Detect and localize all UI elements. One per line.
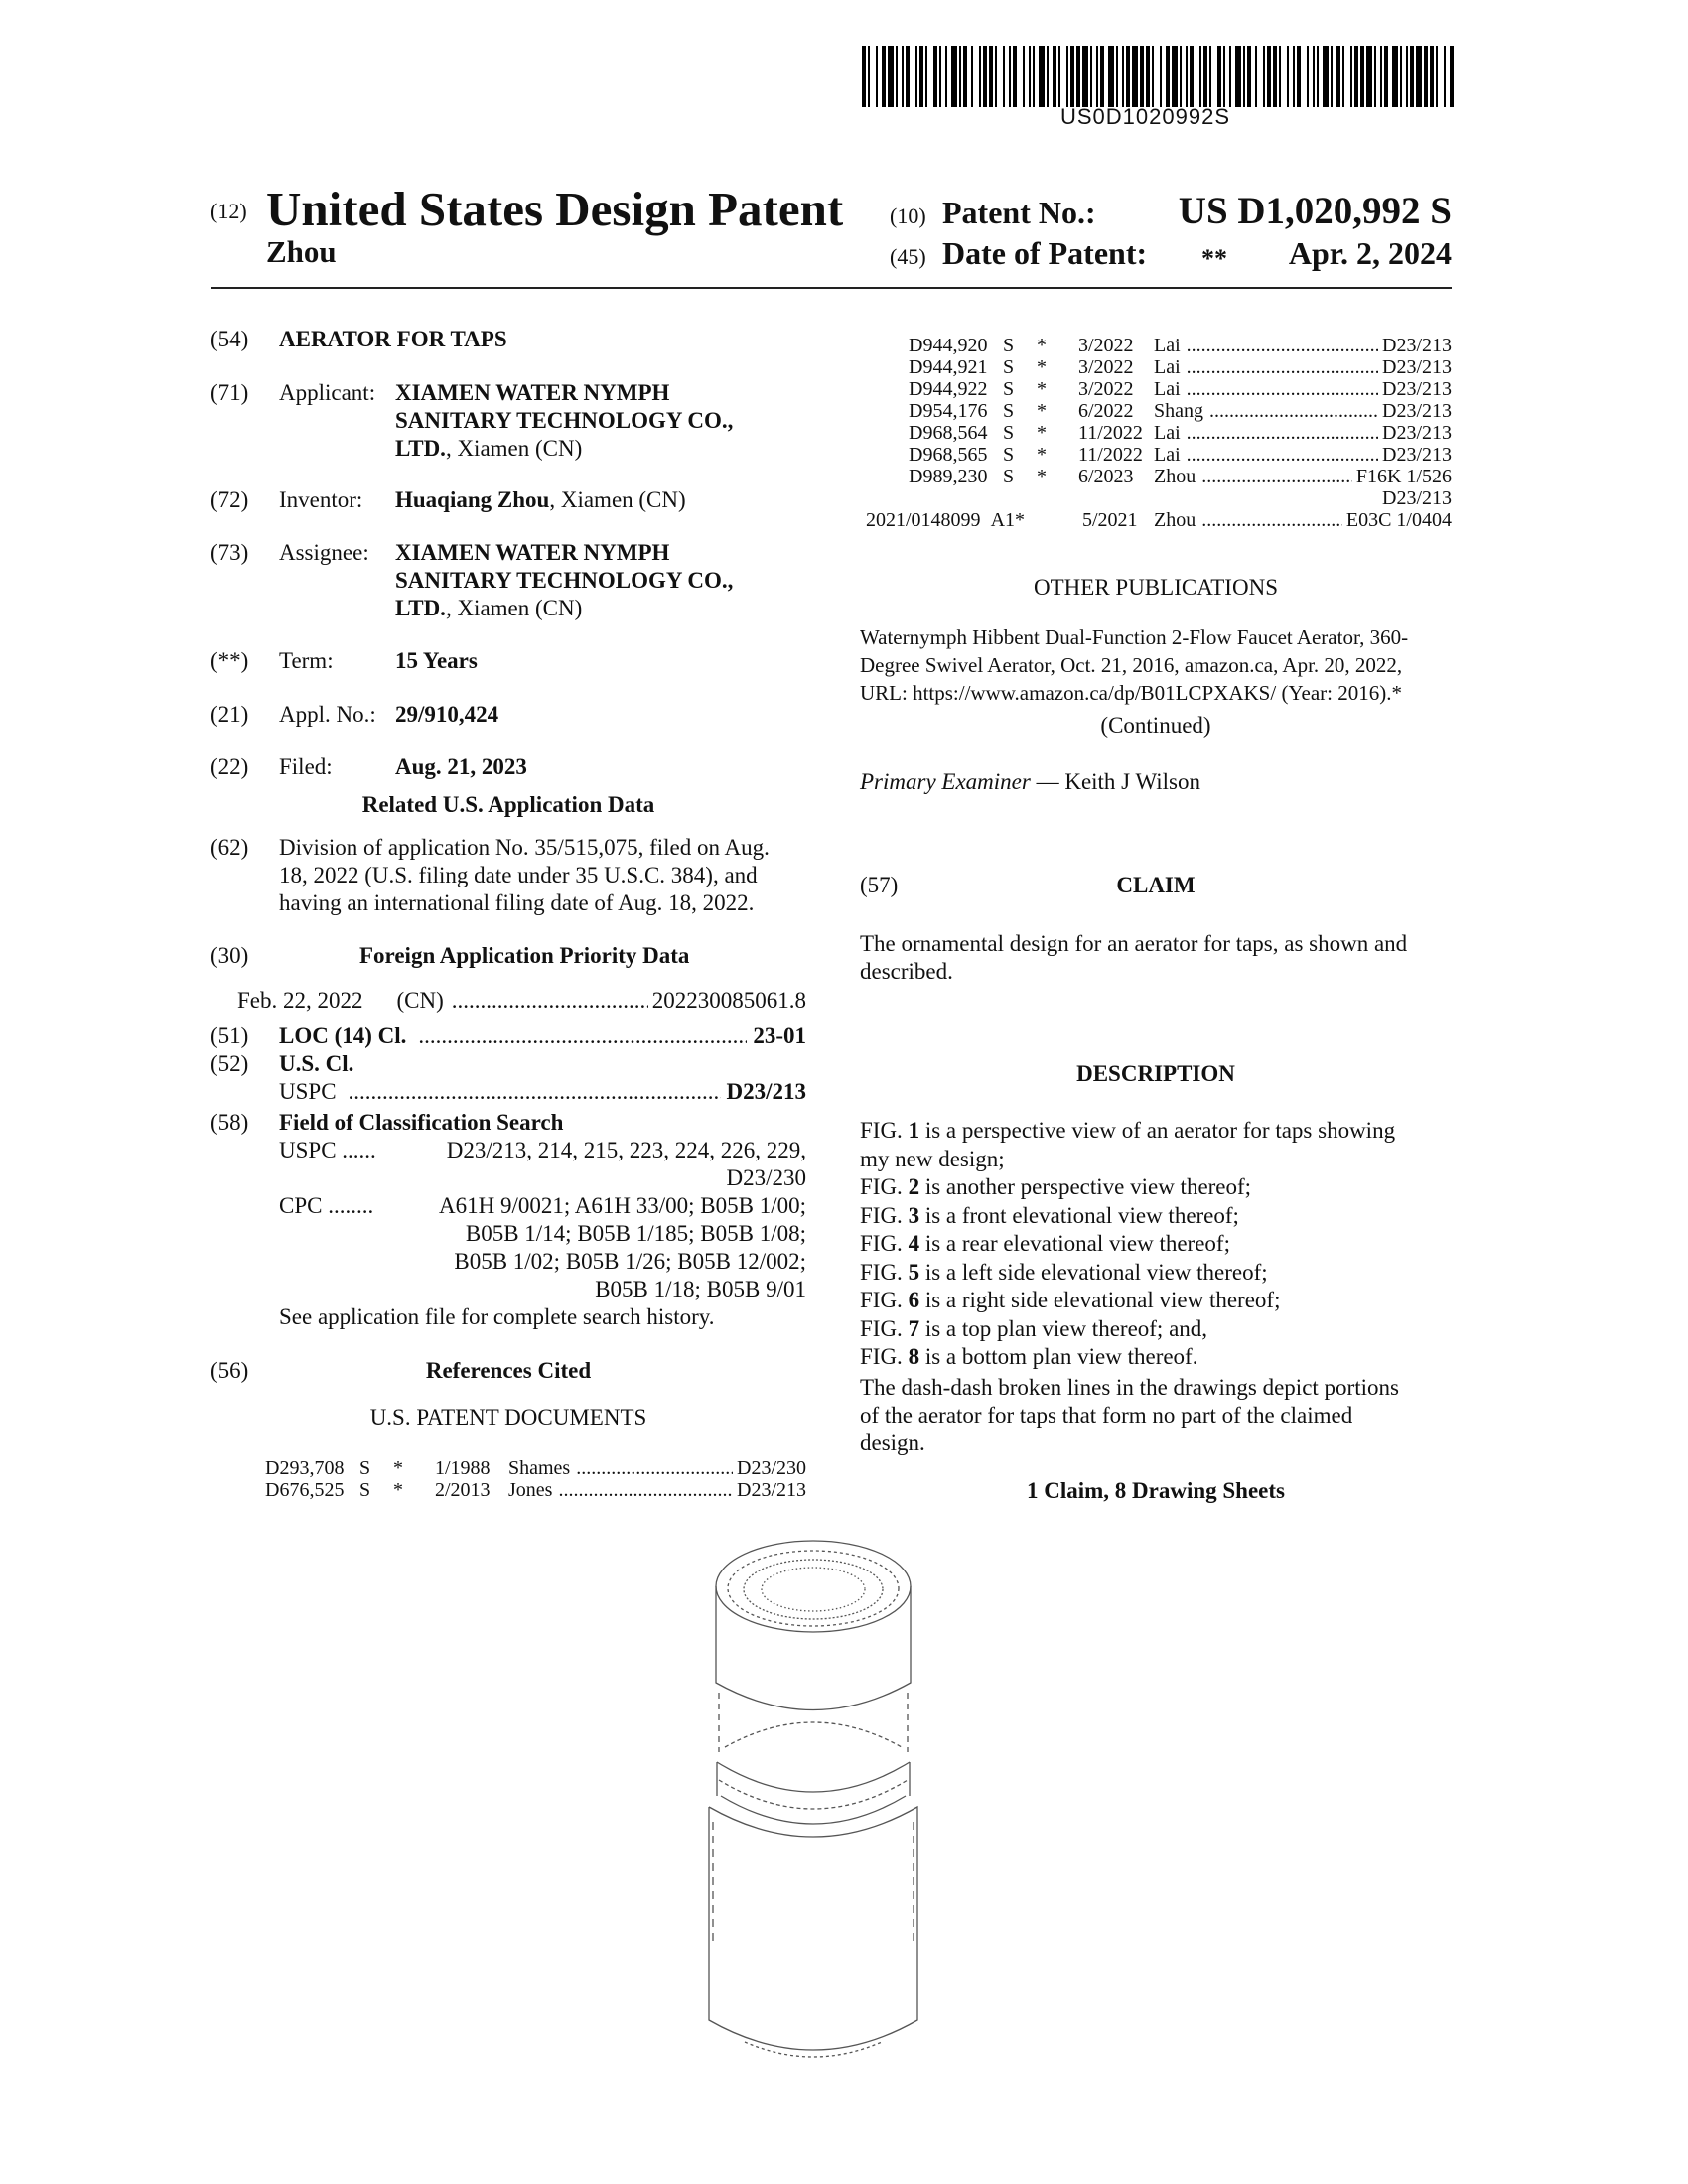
reference-kind: S: [1003, 335, 1015, 356]
us-patent-documents-heading: U.S. PATENT DOCUMENTS: [369, 1405, 647, 1430]
barcode-bar: [939, 46, 941, 107]
barcode-bar: [1146, 46, 1150, 107]
reference-date: 3/2022: [1078, 356, 1134, 378]
barcode-bar: [1384, 46, 1388, 107]
barcode-bar: [1444, 46, 1446, 107]
appl-no-label: Appl. No.:: [279, 702, 376, 727]
field-30-code: (30): [211, 943, 249, 968]
barcode-bar: [1342, 46, 1344, 107]
barcode-bar: [945, 46, 947, 107]
barcode-bar: [1152, 46, 1154, 107]
figure-description-line: FIG. 8 is a bottom plan view thereof.: [860, 1344, 1198, 1369]
barcode-bar: [882, 46, 886, 107]
header-rule: [211, 287, 1452, 289]
barcode-bar: [1039, 46, 1045, 107]
barcode-bar: [1331, 46, 1333, 107]
assignee-line-1: XIAMEN WATER NYMPH: [395, 540, 670, 565]
reference-kind: S: [1003, 466, 1015, 487]
search-history-note: See application file for complete search history.: [279, 1304, 715, 1329]
search-cpc-label: CPC ........: [279, 1193, 374, 1218]
cap-outer-ellipse: [716, 1541, 911, 1632]
search-uspc-line-1: D23/213, 214, 215, 223, 224, 226, 229,: [446, 1138, 806, 1162]
other-publication-line-3: URL: https://www.amazon.ca/dp/B01LCPXAKS/ (Year: 2016).*: [860, 681, 1402, 705]
assignee-line-3: LTD., Xiamen (CN): [395, 596, 583, 620]
foreign-priority-row: Feb. 22, 2022 (CN) ..... 202230085061.8: [237, 987, 806, 1015]
barcode-bar: [896, 46, 898, 107]
barcode-bar: [1186, 46, 1188, 107]
barcode-bar: [979, 46, 981, 107]
barcode-bar: [1229, 46, 1231, 107]
assignee-line-2: SANITARY TECHNOLOGY CO.,: [395, 568, 734, 593]
field-72-code: (72): [211, 487, 249, 512]
reference-star: *: [1037, 356, 1047, 378]
barcode-bar: [1380, 46, 1382, 107]
reference-date: 6/2023: [1078, 466, 1134, 487]
search-cpc-line-2: B05B 1/14; B05B 1/185; B05B 1/08;: [465, 1221, 806, 1246]
reference-name-class: Lai ..... D23/213: [1154, 422, 1452, 445]
reference-publication-row: Zhou ..... E03C 1/0404: [1154, 509, 1452, 532]
search-cpc-line-1: A61H 9/0021; A61H 33/00; B05B 1/00;: [439, 1193, 806, 1218]
reference-kind: S: [359, 1457, 371, 1479]
barcode-bar: [1293, 46, 1295, 107]
continued-note: (Continued): [1100, 713, 1211, 738]
barcode-bar: [1366, 46, 1372, 107]
barcode-bar: [1350, 46, 1352, 107]
cap-inner-ellipse: [728, 1551, 899, 1626]
figure-description-line: FIG. 7 is a top plan view thereof; and,: [860, 1315, 1208, 1341]
middle-ring-1: [717, 1762, 910, 1792]
field-56-code: (56): [211, 1358, 249, 1383]
patent-number: US D1,020,992 S: [1178, 190, 1452, 232]
division-line-3: having an international filing date of Aug. 18, 2022.: [279, 890, 755, 915]
other-publication-line-2: Degree Swivel Aerator, Oct. 21, 2016, amazon.ca, Apr. 20, 2022,: [860, 653, 1403, 677]
reference-number: D293,708: [265, 1457, 345, 1479]
reference-publication-date: 5/2021: [1082, 509, 1138, 531]
barcode-bar: [1076, 46, 1080, 107]
inventor-surname: Zhou: [266, 234, 337, 269]
reference-number: D676,525: [265, 1479, 345, 1501]
barcode-bar: [1009, 46, 1011, 107]
reference-continued-class: D23/213: [1382, 487, 1452, 509]
barcode-bar: [1203, 46, 1207, 107]
barcode-bar: [1013, 46, 1017, 107]
field-54-code: (54): [211, 327, 249, 351]
term-code: (**): [211, 648, 249, 673]
applicant-line-1: XIAMEN WATER NYMPH: [395, 380, 670, 405]
barcode-bar: [1172, 46, 1178, 107]
field-58-code: (58): [211, 1110, 249, 1135]
cap-screen-core: [762, 1568, 865, 1611]
barcode-bar: [1247, 46, 1251, 107]
reference-number: D968,565: [909, 444, 988, 466]
barcode-bar: [906, 46, 910, 107]
references-cited-heading: References Cited: [425, 1358, 592, 1383]
claims-summary: 1 Claim, 8 Drawing Sheets: [1026, 1478, 1286, 1503]
reference-number: D968,564: [909, 422, 988, 444]
barcode-bar: [1070, 46, 1074, 107]
reference-date: 3/2022: [1078, 378, 1134, 400]
reference-kind: S: [1003, 444, 1015, 466]
field-73-code: (73): [211, 540, 249, 565]
barcode-bar: [1406, 46, 1408, 107]
term-value: 15 Years: [395, 648, 478, 673]
barcode-bar: [1122, 46, 1124, 107]
reference-date: 11/2022: [1078, 444, 1143, 466]
barcode-bar: [1410, 46, 1414, 107]
claim-line-1: The ornamental design for an aerator for taps, as shown and: [860, 931, 1408, 956]
reference-date: 11/2022: [1078, 422, 1143, 444]
figure-description-line: FIG. 5 is a left side elevational view thereof;: [860, 1259, 1268, 1285]
invention-title: AERATOR FOR TAPS: [279, 327, 507, 351]
barcode-bar: [915, 46, 917, 107]
field-62-code: (62): [211, 835, 249, 860]
applicant-line-3: LTD., Xiamen (CN): [395, 436, 583, 461]
appl-no-value: 29/910,424: [395, 702, 499, 727]
barcode-bar: [1416, 46, 1422, 107]
barcode-bar: [1140, 46, 1144, 107]
barcode-bar: [1029, 46, 1031, 107]
barcode-bar: [1273, 46, 1277, 107]
barcode-bar: [1096, 46, 1098, 107]
cap-screen-ellipse: [744, 1560, 883, 1619]
barcode-bar: [1100, 46, 1104, 107]
related-data-heading: Related U.S. Application Data: [361, 792, 655, 817]
reference-name-class: Lai ..... D23/213: [1154, 444, 1452, 467]
barcode-bar: [1307, 46, 1309, 107]
barcode-bar: [902, 46, 904, 107]
barcode-bar: [951, 46, 957, 107]
other-publications-heading: OTHER PUBLICATIONS: [1034, 575, 1278, 600]
reference-number: D944,921: [909, 356, 988, 378]
reference-name-class: Zhou ..... F16K 1/526: [1154, 466, 1452, 488]
reference-name-class: Lai ..... D23/213: [1154, 378, 1452, 401]
aerator-drawing: [695, 1524, 993, 2080]
claim-line-2: described.: [860, 959, 953, 984]
kind-code-12: (12): [211, 199, 247, 223]
barcode-bar: [995, 46, 997, 107]
barcode-bar: [919, 46, 923, 107]
description-heading: DESCRIPTION: [1076, 1061, 1235, 1086]
barcode-bar: [1058, 46, 1060, 107]
barcode-bar: [989, 46, 993, 107]
barcode-bar: [1436, 46, 1438, 107]
claim-code: (57): [860, 873, 899, 897]
reference-star: *: [393, 1479, 403, 1501]
reference-date: 1/1988: [435, 1457, 491, 1479]
barcode-bar: [1199, 46, 1201, 107]
middle-ring-2: [719, 1780, 908, 1809]
barcode-bar: [1108, 46, 1114, 107]
figure-description-line: FIG. 3 is a front elevational view thereof;: [860, 1202, 1239, 1228]
search-uspc-label: USPC ......: [279, 1138, 376, 1162]
middle-ring-4: [717, 1762, 910, 1796]
barcode-bar: [1223, 46, 1225, 107]
barcode-bar: [963, 46, 967, 107]
other-publication-line-1: Waternymph Hibbent Dual-Function 2-Flow Faucet Aerator, 360-: [860, 625, 1409, 649]
loc-class-row: LOC (14) Cl. ..... 23-01: [279, 1023, 806, 1050]
filed-label: Filed:: [279, 754, 333, 779]
assignee-label: Assignee:: [279, 540, 369, 565]
uspc-row: USPC ..... D23/213: [279, 1078, 806, 1106]
dash-note-line-2: of the aerator for taps that form no part of the claimed: [860, 1403, 1353, 1428]
reference-name-class: Shang ..... D23/213: [1154, 400, 1452, 423]
barcode-bar: [1160, 46, 1162, 107]
barcode-bar: [1297, 46, 1301, 107]
inventor-label: Inventor:: [279, 487, 363, 512]
reference-number: D989,230: [909, 466, 988, 487]
date-label: Date of Patent:: [942, 235, 1148, 271]
reference-star: *: [393, 1457, 403, 1479]
us-cl-label: U.S. Cl.: [279, 1051, 354, 1076]
field-52-code: (52): [211, 1051, 249, 1076]
barcode-bar: [876, 46, 878, 107]
barcode-bar: [1317, 46, 1319, 107]
barcode-bar: [1243, 46, 1245, 107]
barcode-bar: [1424, 46, 1428, 107]
barcode-bar: [1313, 46, 1315, 107]
reference-kind: S: [359, 1479, 371, 1501]
figure-description-line: FIG. 4 is a rear elevational view thereof;: [860, 1231, 1230, 1256]
barcode-number: US0D1020992S: [1060, 104, 1231, 129]
reference-star: *: [1037, 444, 1047, 466]
filed-value: Aug. 21, 2023: [395, 754, 527, 779]
dash-note-line-3: design.: [860, 1431, 925, 1455]
barcode-bar: [1323, 46, 1329, 107]
reference-star: *: [1037, 378, 1047, 400]
reference-name-class: Jones ..... D23/213: [508, 1479, 806, 1502]
barcode-bar: [959, 46, 961, 107]
barcode-bar: [868, 46, 870, 107]
barcode-bar: [1354, 46, 1358, 107]
barcode-bar: [1126, 46, 1130, 107]
reference-date: 3/2022: [1078, 335, 1134, 356]
barcode-bar: [1336, 46, 1340, 107]
applicant-line-2: SANITARY TECHNOLOGY CO.,: [395, 408, 734, 433]
barcode-bar: [1190, 46, 1194, 107]
lower-body: [709, 1807, 917, 2050]
upper-sleeve: [716, 1586, 911, 1710]
barcode-bar: [862, 46, 866, 107]
barcode-bar: [1255, 46, 1257, 107]
barcode-bar: [1267, 46, 1271, 107]
barcode-bar: [1082, 46, 1088, 107]
document-title: United States Design Patent: [266, 182, 844, 236]
barcode-bar: [1132, 46, 1138, 107]
barcode-bar: [1235, 46, 1241, 107]
date-marker: **: [1201, 244, 1227, 273]
field-71-code: (71): [211, 380, 249, 405]
search-uspc-line-2: D23/230: [726, 1165, 806, 1190]
barcode-bar: [1047, 46, 1049, 107]
figure-description-line: FIG. 1 is a perspective view of an aerator for taps showing: [860, 1118, 1396, 1143]
barcode-bar: [1066, 46, 1068, 107]
barcode-bar: [1374, 46, 1376, 107]
barcode-bar: [1053, 46, 1056, 107]
barcode-bar: [1209, 46, 1211, 107]
date-code: (45): [890, 244, 926, 269]
patent-no-code: (10): [890, 204, 926, 228]
barcode-bar: [1430, 46, 1434, 107]
barcode-bar: [925, 46, 927, 107]
barcode-bar: [1263, 46, 1265, 107]
field-22-code: (22): [211, 754, 249, 779]
reference-number: D954,176: [909, 400, 988, 422]
reference-date: 2/2013: [435, 1479, 491, 1501]
division-line-2: 18, 2022 (U.S. filing date under 35 U.S.C. 384), and: [279, 863, 758, 887]
dash-note-line-1: The dash-dash broken lines in the drawings depict portions: [860, 1375, 1399, 1400]
reference-star: *: [1037, 466, 1047, 487]
figure-description-line: FIG. 2 is another perspective view thereof;: [860, 1174, 1252, 1199]
barcode-bar: [1279, 46, 1281, 107]
applicant-label: Applicant:: [279, 380, 376, 405]
barcode: [862, 46, 1452, 107]
patent-date: Apr. 2, 2024: [1288, 235, 1452, 271]
reference-name-class: Shames ..... D23/230: [508, 1457, 806, 1480]
barcode-bar: [1217, 46, 1221, 107]
division-line-1: Division of application No. 35/515,075, filed on Aug.: [279, 835, 770, 860]
barcode-bar: [1116, 46, 1118, 107]
reference-star: *: [1037, 422, 1047, 444]
barcode-bar: [1287, 46, 1289, 107]
barcode-bar: [971, 46, 973, 107]
middle-ring-3: [721, 1796, 906, 1824]
barcode-bar: [933, 46, 937, 107]
patent-no-label: Patent No.:: [942, 195, 1096, 230]
field-of-search-heading: Field of Classification Search: [279, 1110, 564, 1135]
primary-examiner: Primary Examiner — Keith J Wilson: [860, 769, 1200, 794]
barcode-bar: [1166, 46, 1170, 107]
reference-star: *: [1037, 335, 1047, 356]
barcode-bar: [1400, 46, 1402, 107]
barcode-bar: [1023, 46, 1025, 107]
reference-number: D944,922: [909, 378, 988, 400]
search-cpc-line-3: B05B 1/02; B05B 1/26; B05B 12/002;: [454, 1249, 806, 1274]
barcode-bar: [1360, 46, 1364, 107]
middle-ring-top: [725, 1722, 902, 1747]
field-51-code: (51): [211, 1024, 249, 1048]
field-21-code: (21): [211, 702, 249, 727]
figure-description-line: my new design;: [860, 1146, 1005, 1171]
reference-star: *: [1037, 400, 1047, 422]
reference-publication: 2021/0148099 A1*: [866, 509, 1026, 531]
barcode-bar: [1180, 46, 1182, 107]
reference-name-class: Lai ..... D23/213: [1154, 356, 1452, 379]
figure-description-line: FIG. 6 is a right side elevational view thereof;: [860, 1288, 1281, 1312]
barcode-bar: [1090, 46, 1092, 107]
search-cpc-line-4: B05B 1/18; B05B 9/01: [595, 1277, 806, 1301]
reference-name-class: Lai ..... D23/213: [1154, 335, 1452, 357]
barcode-bar: [888, 46, 894, 107]
term-label: Term:: [279, 648, 334, 673]
barcode-bar: [1003, 46, 1005, 107]
reference-number: D944,920: [909, 335, 988, 356]
reference-kind: S: [1003, 400, 1015, 422]
reference-kind: S: [1003, 378, 1015, 400]
inventor-name: Huaqiang Zhou, Xiamen (CN): [395, 487, 686, 512]
barcode-bar: [1450, 46, 1454, 107]
reference-kind: S: [1003, 356, 1015, 378]
claim-heading: CLAIM: [1116, 873, 1196, 897]
barcode-bar: [1033, 46, 1035, 107]
reference-date: 6/2022: [1078, 400, 1134, 422]
barcode-bar: [1392, 46, 1398, 107]
foreign-priority-heading: Foreign Application Priority Data: [359, 943, 690, 968]
reference-kind: S: [1003, 422, 1015, 444]
barcode-bar: [983, 46, 987, 107]
